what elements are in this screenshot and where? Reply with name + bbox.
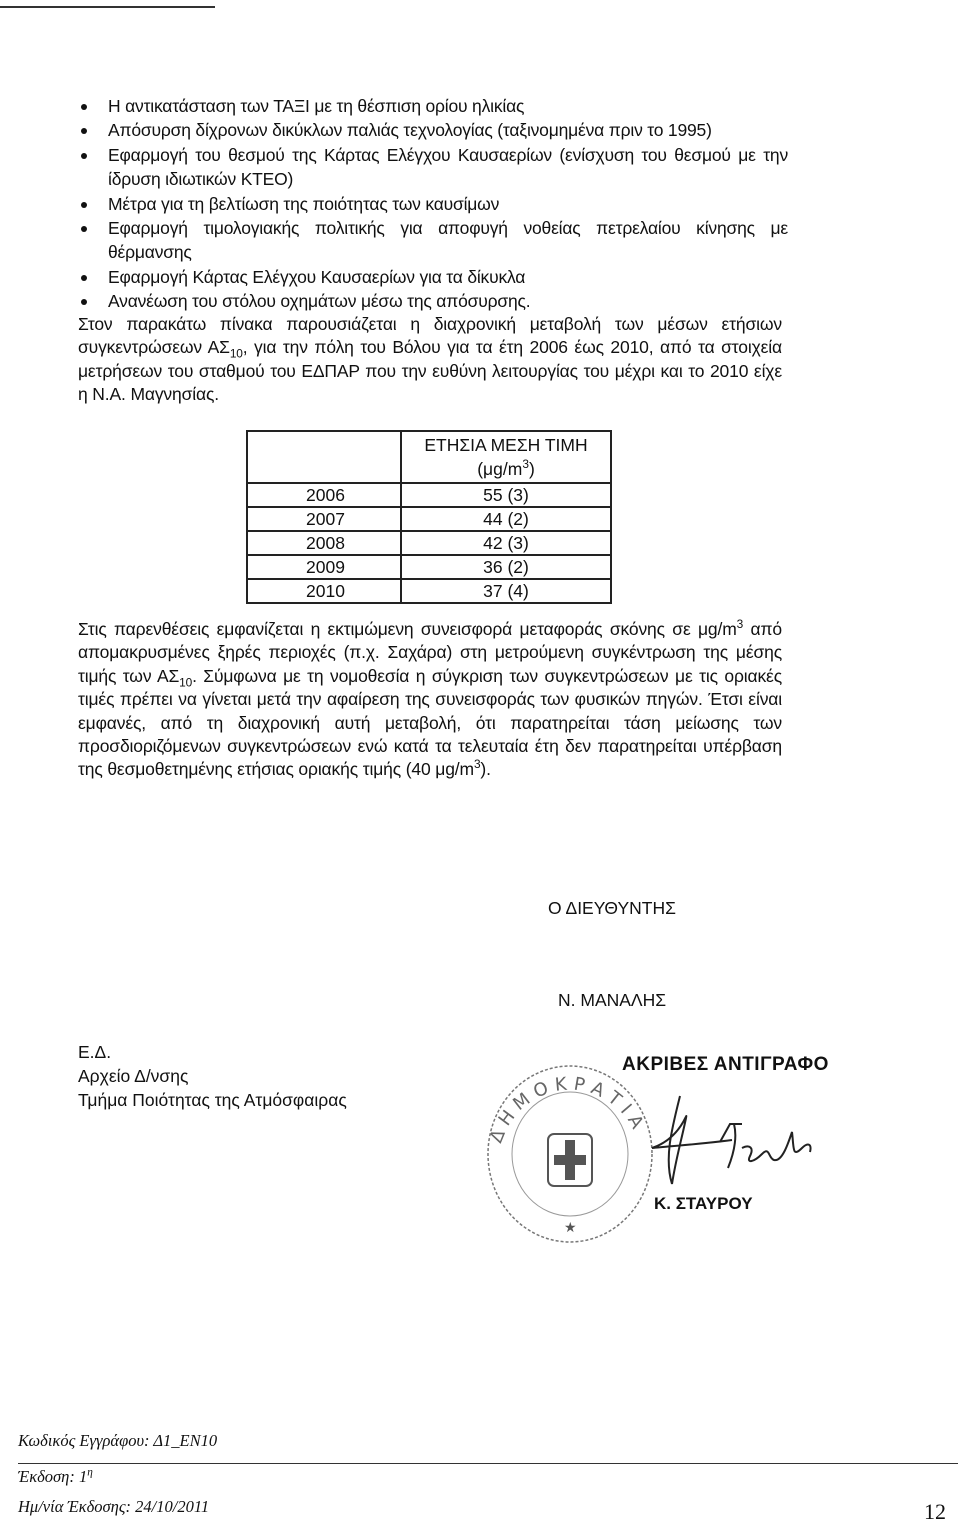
distribution-item: Τμήμα Ποιότητας της Ατμόσφαιρας	[78, 1090, 347, 1110]
list-item: Η αντικατάσταση των ΤΑΞΙ με τη θέσπιση ορίου ηλικίας	[78, 94, 788, 118]
intro-text-2: , για την πόλη του Βόλου για τα έτη 2006 έως 2010, από τα στοιχεία μετρήσεων του σταθμού του ΕΔΠΑΡ που την ευθύνη λειτουργίας του μέχρι και το 2010 είχε η Ν.Α. Μαγνησίας.	[78, 337, 782, 405]
explanation-paragraph	[78, 618, 782, 782]
table-header-row	[247, 431, 611, 483]
edition-text: Έκδοση: 1	[18, 1467, 88, 1486]
subscript: 10	[229, 346, 243, 361]
list-item: Εφαρμογή του θεσμού της Κάρτας Ελέγχου Καυσαερίων (ενίσχυση του θεσμού με την ίδρυση ιδιωτικών ΚΤΕΟ)	[78, 143, 788, 192]
table-row	[247, 483, 611, 507]
annual-mean-table	[246, 430, 612, 604]
list-item: Εφαρμογή τιμολογιακής πολιτικής για αποφυγή νοθείας πετρελαίου κίνησης με θέρμανσης	[78, 216, 788, 265]
director-name: Ν. ΜΑΝΑΛΗΣ	[558, 990, 667, 1010]
table-row	[247, 555, 611, 579]
explanation-text-1: Στις παρενθέσεις εμφανίζεται η εκτιμώμενη συνεισφορά μεταφοράς σκόνης σε μg/m	[78, 619, 737, 639]
year-cell: 2009	[247, 555, 401, 579]
director-title: Ο ΔΙΕΥΘΥΝΤΗΣ	[548, 898, 676, 918]
distribution-heading: Ε.Δ.	[78, 1042, 112, 1062]
document-code: Κωδικός Εγγράφου: Δ1_ΕΝ10	[18, 1431, 218, 1450]
header-rule	[0, 6, 215, 8]
header-line-2: (μg/m	[477, 459, 523, 479]
distribution-list	[78, 1040, 347, 1112]
table-row	[247, 579, 611, 603]
seal-cross-icon	[548, 1134, 592, 1186]
list-item: Εφαρμογή Κάρτας Ελέγχου Καυσαερίων για τα δίκυκλα	[78, 265, 788, 289]
header-line-1: ΕΤΗΣΙΑ ΜΕΣΗ ΤΙΜΗ	[424, 435, 588, 455]
seal-arc-text: ΔΗΜΟΚΡΑΤΙΑ	[485, 1073, 651, 1146]
header-close: )	[528, 459, 535, 479]
edition	[18, 1467, 93, 1487]
superscript: 3	[473, 757, 481, 772]
table-row	[247, 507, 611, 531]
explanation-text-2: από απομακρυσμένες ξηρές περιοχές (π.χ. Σαχάρα) στη μετρούμενη συγκέντρωση της μέσης τιμής των ΑΣ	[78, 619, 782, 686]
list-item: Απόσυρση δίχρονων δικύκλων παλιάς τεχνολογίας (ταξινομημένα πριν το 1995)	[78, 118, 788, 142]
year-column-header	[247, 431, 401, 483]
value-cell: 42 (3)	[401, 531, 611, 555]
year-cell: 2008	[247, 531, 401, 555]
page-number: 12	[924, 1499, 946, 1524]
intro-text-1: Στον παρακάτω πίνακα παρουσιάζεται η διαχρονική μεταβολή των μέσων ετήσιων συγκεντρώσεων ΑΣ	[78, 314, 782, 358]
true-copy-stamp: ΑΚΡΙΒΕΣ ΑΝΤΙΓΡΑΦΟ	[622, 1054, 829, 1075]
value-cell: 36 (2)	[401, 555, 611, 579]
edition-date: Ημ/νία Έκδοσης: 24/10/2011	[18, 1497, 210, 1516]
footer-rule	[18, 1463, 958, 1464]
value-cell: 55 (3)	[401, 483, 611, 507]
svg-text:★: ★	[564, 1220, 577, 1236]
value-cell: 44 (2)	[401, 507, 611, 531]
value-column-header	[401, 431, 611, 483]
explanation-text-3: . Σύμφωνα με τη νομοθεσία η σύγκριση των συγκεντρώσεων με τις οριακές τιμές πρέπει να γίνεται μετά την αφαίρεση της συνεισφοράς των φυσικών πηγών. Έτσι είναι εμφανές, από τη διαχρονική αυτή μεταβολή, ότι παρατηρείται τάση μείωσης των προσδιοριζόμενων συγκεντρώσεων ενώ κατά τα τελευταία έτη δεν παρατηρείται υπέρβαση της θεσμοθετημένης ετήσιας οριακής τιμής (40 μg/m	[78, 665, 782, 780]
explanation-text-4: ).	[480, 759, 491, 780]
year-cell: 2010	[247, 579, 401, 603]
year-cell: 2007	[247, 507, 401, 531]
distribution-item: Αρχείο Δ/νσης	[78, 1066, 189, 1086]
header-superscript: 3	[522, 457, 529, 472]
value-cell: 37 (4)	[401, 579, 611, 603]
measures-list	[78, 94, 788, 314]
subscript: 10	[179, 675, 193, 690]
intro-paragraph	[78, 313, 782, 407]
list-item: Ανανέωση του στόλου οχημάτων μέσω της απόσυρσης.	[78, 289, 788, 313]
superscript: 3	[736, 617, 744, 632]
handwritten-signature	[642, 1088, 822, 1198]
edition-superscript: η	[87, 1466, 93, 1479]
list-item: Μέτρα για τη βελτίωση της ποιότητας των καυσίμων	[78, 192, 788, 216]
table-row	[247, 531, 611, 555]
year-cell: 2006	[247, 483, 401, 507]
certifier-name: Κ. ΣΤΑΥΡΟΥ	[654, 1194, 753, 1213]
